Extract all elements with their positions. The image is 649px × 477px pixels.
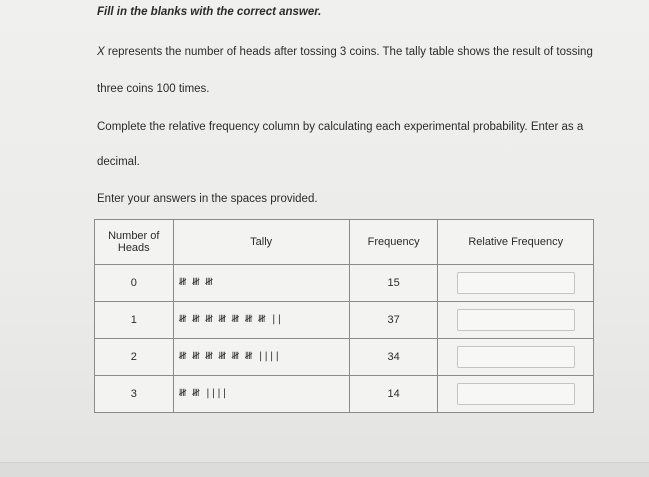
relative-frequency-cell	[438, 265, 594, 302]
table-header-row	[95, 220, 594, 265]
tally-table	[94, 219, 594, 413]
heads-cell: 1	[95, 302, 174, 339]
header-tally: Tally	[173, 220, 349, 265]
instructions-heading: Fill in the blanks with the correct answer.	[97, 6, 322, 18]
relative-frequency-cell	[438, 339, 594, 376]
table-row	[95, 339, 594, 376]
problem-text: represents the number of heads after tossing 3 coins. The tally table shows the result of tossing	[104, 46, 593, 58]
header-number-of-heads-line1: Number of	[108, 230, 160, 242]
relative-frequency-input-0[interactable]	[457, 272, 575, 294]
table-row	[95, 376, 594, 413]
task-instruction-line-1: Complete the relative frequency column by calculating each experimental probability. Enter as a	[97, 121, 584, 133]
heads-cell: 2	[95, 339, 174, 376]
frequency-cell: 34	[349, 339, 438, 376]
relative-frequency-cell	[438, 302, 594, 339]
enter-answers-prompt: Enter your answers in the spaces provided.	[97, 193, 318, 205]
header-frequency: Frequency	[349, 220, 438, 265]
heads-cell: 0	[95, 265, 174, 302]
relative-frequency-input-3[interactable]	[457, 383, 575, 405]
relative-frequency-input-2[interactable]	[457, 346, 575, 368]
tally-cell: 𝍸 𝍸 𝍸 𝍸 𝍸 𝍸 𝍸 ||	[173, 302, 349, 339]
relative-frequency-cell	[438, 376, 594, 413]
table-row	[95, 265, 594, 302]
header-relative-frequency: Relative Frequency	[438, 220, 594, 265]
frequency-cell: 37	[349, 302, 438, 339]
tally-cell: 𝍸 𝍸 𝍸 𝍸 𝍸 𝍸 ||||	[173, 339, 349, 376]
problem-statement-line-1	[97, 45, 593, 59]
frequency-cell: 14	[349, 376, 438, 413]
header-number-of-heads-line2: Heads	[117, 242, 150, 254]
header-number-of-heads	[95, 220, 174, 265]
tally-cell: 𝍸 𝍸 𝍸	[173, 265, 349, 302]
task-instruction-line-2: decimal.	[97, 156, 140, 168]
heads-cell: 3	[95, 376, 174, 413]
tally-cell: 𝍸 𝍸 ||||	[173, 376, 349, 413]
problem-statement-line-2: three coins 100 times.	[97, 83, 210, 95]
table-row	[95, 302, 594, 339]
relative-frequency-input-1[interactable]	[457, 309, 575, 331]
bottom-strip	[0, 462, 649, 477]
frequency-cell: 15	[349, 265, 438, 302]
variable-x: X	[97, 46, 105, 58]
